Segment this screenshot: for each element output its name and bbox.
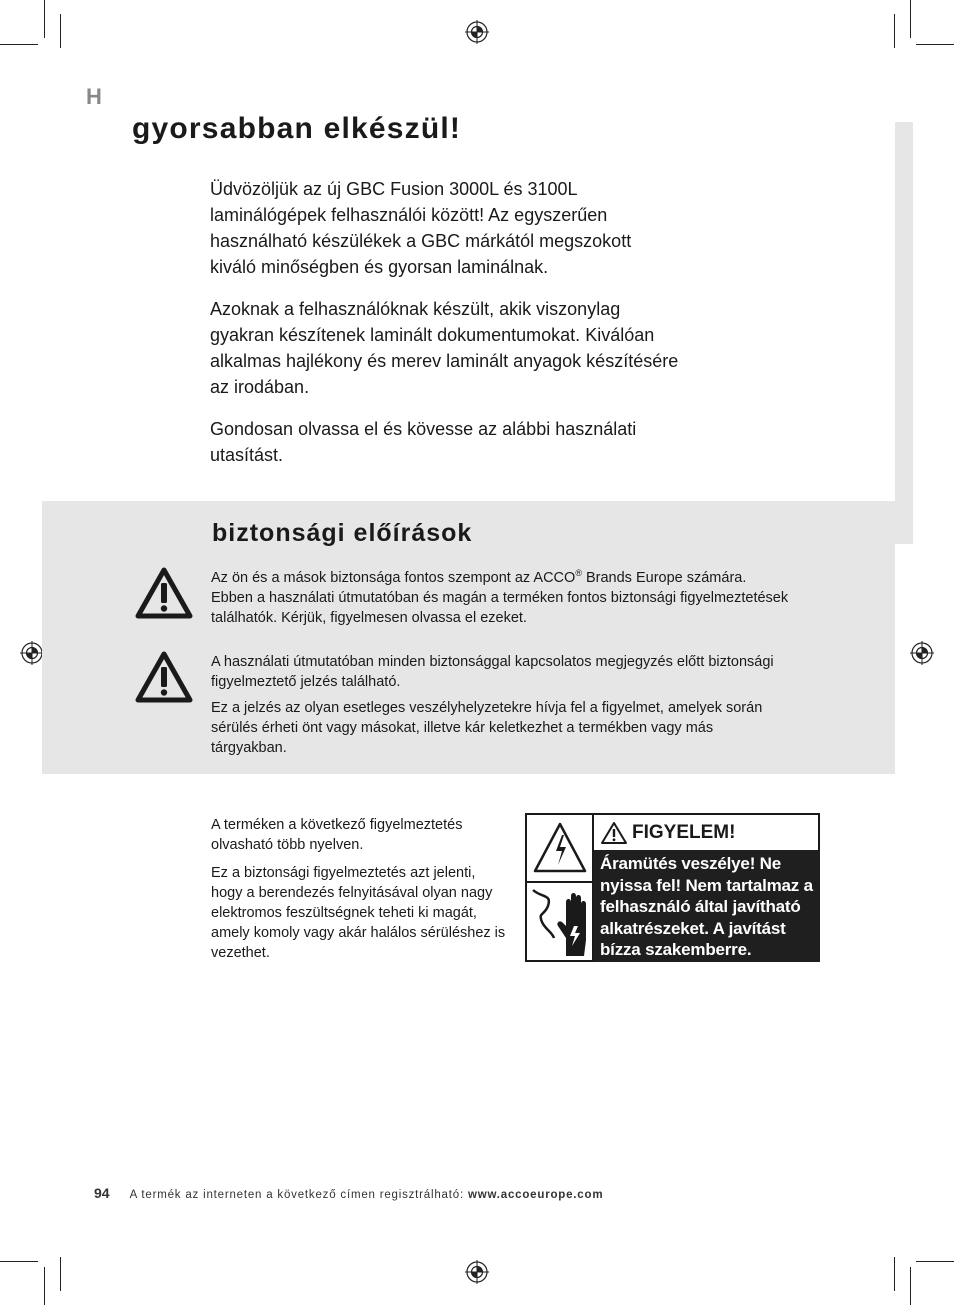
safety-title: biztonsági előírások <box>212 519 473 547</box>
crop-mark <box>0 1261 38 1262</box>
product-label-description <box>211 815 506 971</box>
label-body-text: Áramütés veszélye! Ne nyissa fel! Nem tartalmaz a felhasználó által javítható alkatrészeket. A javítást bízza szakemberre. <box>594 850 820 962</box>
registration-mark-icon <box>20 641 44 665</box>
intro-text <box>210 176 680 484</box>
safety-text-part: Brands Europe számára. Ebben a használati útmutatóban és magán a terméken fontos biztonsági figyelmeztetések találhatók. Kérjük, figyelmesen olvassa el ezeket. <box>211 570 789 626</box>
footer-url: www.accoeurope.com <box>467 1189 604 1201</box>
language-tab-bar <box>895 122 913 544</box>
intro-paragraph: Gondosan olvassa el és kövesse az alábbi használati utasítást. <box>210 419 637 465</box>
label-heading <box>594 815 818 850</box>
crop-mark <box>894 1257 895 1291</box>
electric-hazard-icon <box>532 821 588 875</box>
warning-triangle-icon <box>135 651 193 703</box>
intro-paragraph: Azoknak a felhasználóknak készült, akik viszonylag gyakran készítenek laminált dokumentumokat. Kiválóan alkalmas hajlékony és merev laminált anyagok készítésére az irodában. <box>210 299 679 397</box>
label-divider <box>527 881 594 883</box>
registration-mark-icon <box>465 20 489 44</box>
safety-block-1 <box>211 568 791 634</box>
safety-text-part: Az ön és a mások biztonsága fontos szempont az ACCO <box>211 570 576 586</box>
crop-mark <box>44 0 45 38</box>
page-number: 94 <box>94 1185 110 1201</box>
electric-shock-hand-icon <box>530 886 590 958</box>
crop-mark <box>894 14 895 48</box>
crop-mark <box>60 14 61 48</box>
language-code: H <box>86 84 102 109</box>
crop-mark <box>910 1267 911 1305</box>
crop-mark <box>60 1257 61 1291</box>
label-heading-text: FIGYELEM! <box>632 821 736 843</box>
safety-paragraph: Ez a jelzés az olyan esetleges veszélyhelyzetekre hívja fel a figyelmet, amelyek során sérülés érheti önt vagy másokat, illetve kár keletkezhet a termékben vagy más tárgyakban. <box>211 700 763 756</box>
label-paragraph: Ez a biztonsági figyelmeztetés azt jelenti, hogy a berendezés felnyitásával olyan nagy elektromos feszültségnek teheti ki magát, amely komoly vagy akár halálos sérüléshez is vezethet. <box>211 865 506 961</box>
label-icon-column <box>527 815 594 960</box>
crop-mark <box>0 44 38 45</box>
crop-mark <box>44 1267 45 1305</box>
registered-mark: ® <box>575 568 582 579</box>
intro-paragraph: Üdvözöljük az új GBC Fusion 3000L és 3100L laminálógépek felhasználói között! Az egyszerűen használható készülékek a GBC márkától megszokott kiváló minőségben és gyorsan laminálnak. <box>210 179 632 277</box>
page-title: gyorsabban elkészül! <box>132 112 462 145</box>
safety-block-2 <box>211 652 791 764</box>
page-footer <box>94 1185 603 1201</box>
label-paragraph: A terméken a következő figyelmeztetés olvasható több nyelven. <box>211 817 463 853</box>
footer-text: A termék az interneten a következő címen regisztrálható: <box>129 1189 464 1201</box>
safety-paragraph: A használati útmutatóban minden biztonsággal kapcsolatos megjegyzés előtt biztonsági figyelmeztető jelzés található. <box>211 654 774 690</box>
crop-mark <box>916 44 954 45</box>
registration-mark-icon <box>910 641 934 665</box>
warning-triangle-icon <box>600 821 628 845</box>
registration-mark-icon <box>465 1260 489 1284</box>
crop-mark <box>910 0 911 38</box>
crop-mark <box>916 1261 954 1262</box>
warning-triangle-icon <box>135 567 193 619</box>
safety-paragraph <box>211 568 791 628</box>
warning-label <box>525 813 820 962</box>
